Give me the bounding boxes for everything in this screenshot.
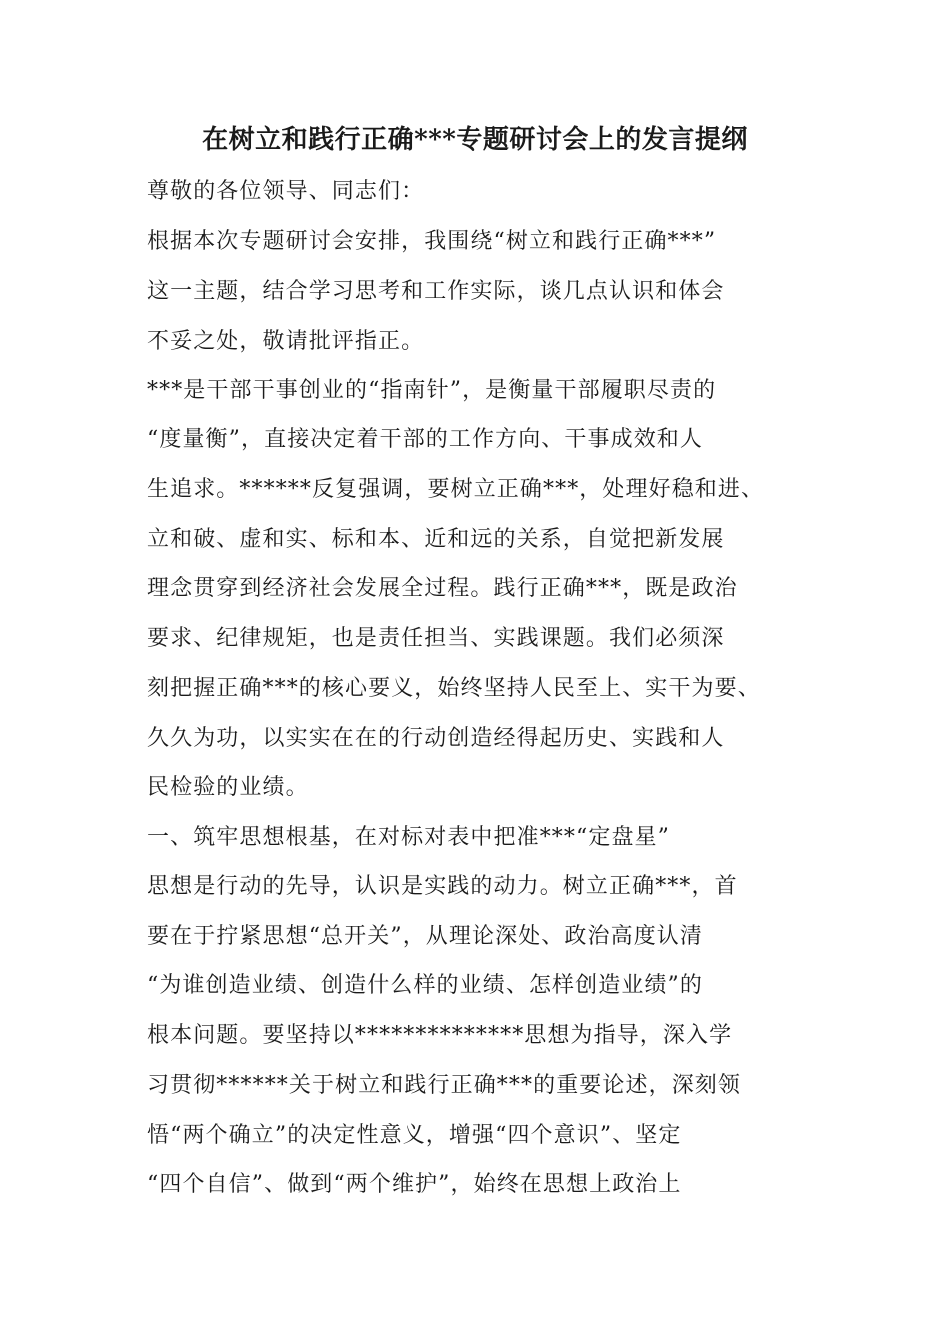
paragraph-line: 思想是行动的先导，认识是实践的动力。树立正确***，首	[147, 874, 738, 899]
paragraph-line: “四个自信”、做到“两个维护”，始终在思想上政治上	[147, 1172, 682, 1197]
document-title: 在树立和践行正确***专题研讨会上的发言提纲	[202, 125, 748, 155]
paragraph-line: 要求、纪律规矩，也是责任担当、实践课题。我们必须深	[147, 626, 725, 651]
section-heading: 一、筑牢思想根基，在对标对表中把准***“定盘星”	[147, 825, 670, 850]
paragraph-line: 这一主题，结合学习思考和工作实际，谈几点认识和体会	[147, 279, 725, 304]
paragraph-line: 理念贯穿到经济社会发展全过程。践行正确***，既是政治	[147, 576, 738, 601]
salutation: 尊敬的各位领导、同志们：	[147, 179, 425, 204]
paragraph-line: 习贯彻******关于树立和践行正确***的重要论述，深刻领	[147, 1073, 742, 1098]
paragraph-line: ***是干部干事创业的“指南针”，是衡量干部履职尽责的	[147, 378, 717, 403]
paragraph-line: “度量衡”，直接决定着干部的工作方向、干事成效和人	[147, 427, 703, 452]
paragraph-line: 根本问题。要坚持以**************思想为指导，深入学	[147, 1023, 733, 1048]
paragraph-line: 要在于拧紧思想“总开关”，从理论深处、政治高度认清	[147, 924, 703, 949]
paragraph-line: 刻把握正确***的核心要义，始终坚持人民至上、实干为要、	[147, 676, 761, 701]
paragraph-line: 悟“两个确立”的决定性意义，增强“四个意识”、坚定	[147, 1123, 682, 1148]
paragraph-line: 不妥之处，敬请批评指正。	[147, 329, 425, 354]
paragraph-line: 民检验的业绩。	[147, 775, 309, 800]
paragraph-line: 生追求。******反复强调，要树立正确***，处理好稳和进、	[147, 477, 765, 502]
paragraph-line: “为谁创造业绩、创造什么样的业绩、怎样创造业绩”的	[147, 973, 703, 998]
paragraph-line: 立和破、虚和实、标和本、近和远的关系，自觉把新发展	[147, 527, 725, 552]
paragraph-line: 根据本次专题研讨会安排，我围绕“树立和践行正确***”	[147, 229, 717, 254]
paragraph-line: 久久为功，以实实在在的行动创造经得起历史、实践和人	[147, 726, 725, 751]
